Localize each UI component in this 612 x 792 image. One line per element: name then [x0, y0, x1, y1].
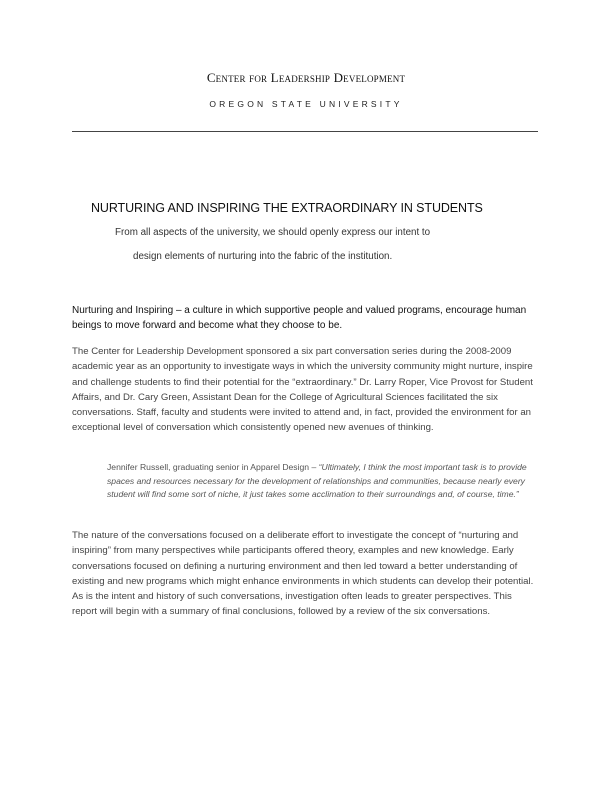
header-divider — [72, 131, 538, 132]
university-name: OREGON STATE UNIVERSITY — [209, 99, 403, 109]
lead-definition: Nurturing and Inspiring – a culture in which supportive people and valued programs, encourage human beings to move forward and become what they choose to be. — [72, 305, 527, 331]
intro-line-2: design elements of nurturing into the fabric of the institution. — [133, 251, 393, 262]
quote-attribution: Jennifer Russell, graduating senior in Apparel Design – — [107, 462, 319, 472]
body-paragraph-1: The Center for Leadership Development sponsored a six part conversation series during the 2008-2009 academic year as an opportunity to investigate ways in which the university community might nurture, inspire and challenge students to find their potential for the “extraordinary.” Dr. Larry Roper, Vice Provost for Student Affairs, and Dr. Cary Green, Assistant Dean for the College of Agricultural Sciences facilitated the six conversations. Staff, faculty and students were invited to attend and, in fact, provided the environment for an exceptional level of conversation which consistently opened new avenues of thinking. — [72, 346, 533, 434]
body-paragraph-2: The nature of the conversations focused on a deliberate effort to investigate the concept of “nurturing and inspiring” from many perspectives while participants offered theory, examples and new knowledge. Early conversations focused on defining a nurturing environment and then led toward a better understanding of existing and new programs which might enhance environments in which students can develop their potential. As is the intent and history of such conversations, investigation often leads to greater perspectives. This report will begin with a summary of final conclusions, followed by a review of the six conversations. — [72, 530, 534, 618]
student-quote — [107, 461, 539, 502]
page-title: NURTURING AND INSPIRING THE EXTRAORDINARY IN STUDENTS — [91, 201, 483, 215]
intro-line-1: From all aspects of the university, we should openly express our intent to — [115, 227, 431, 238]
organization-title: Center for Leadership Development — [206, 70, 406, 85]
quote-text: “Ultimately, I think the most important task is to provide spaces and resources necessary for the development of relationships and communities, because nearly every student will find some sort of niche, it just takes some acclimation to their surroundings and, of course, time.” — [107, 462, 527, 499]
